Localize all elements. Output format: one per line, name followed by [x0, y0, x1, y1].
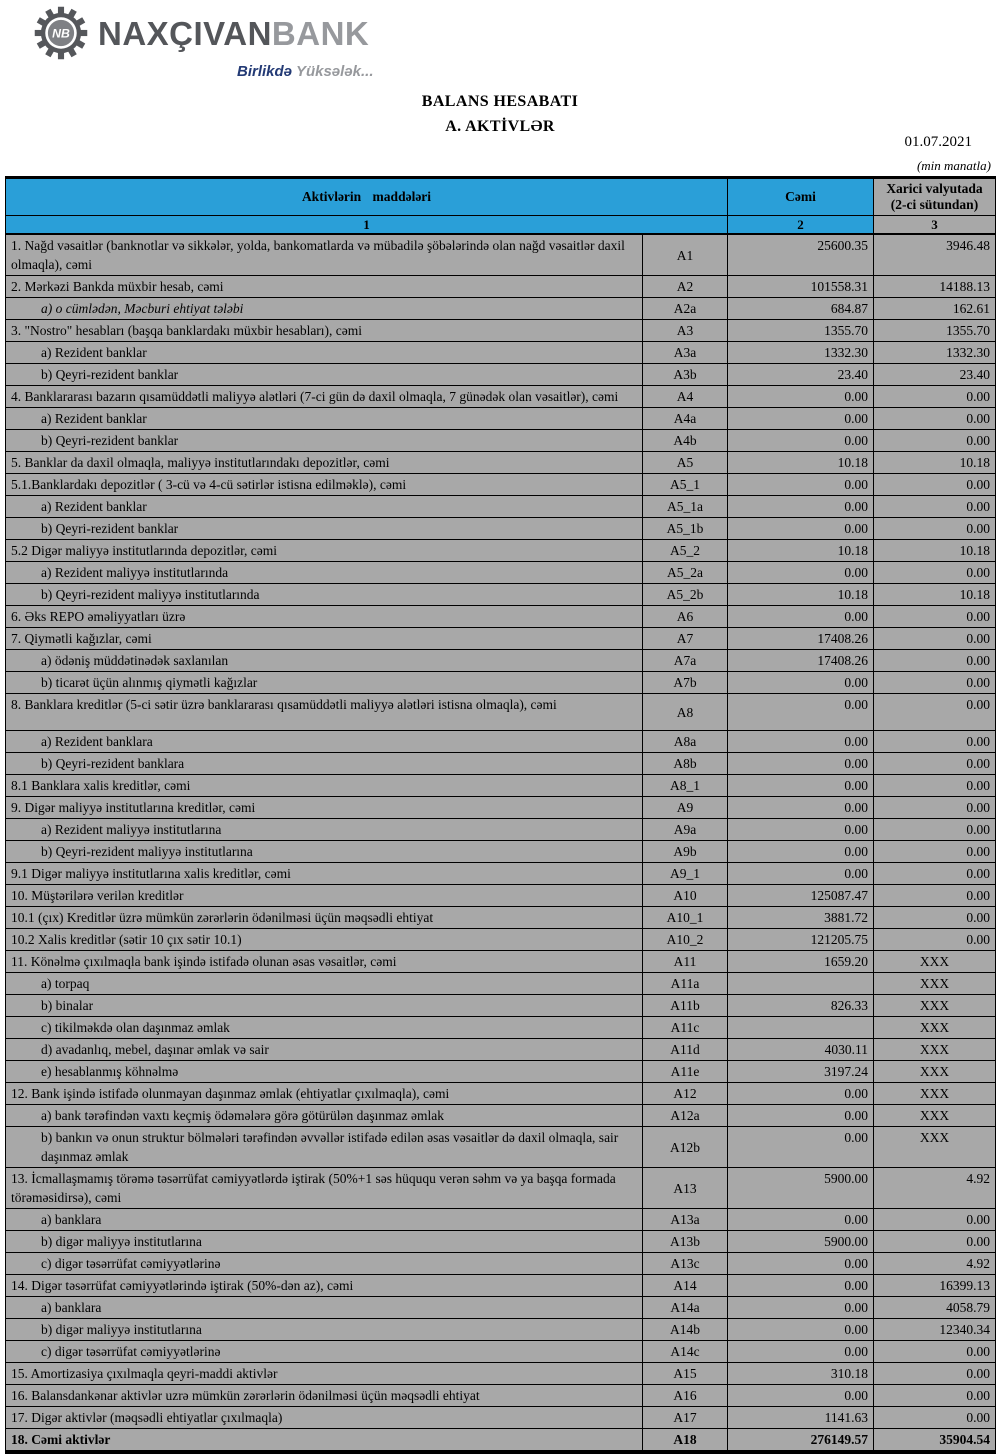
row-code: A12b [643, 1127, 728, 1168]
col-header-total: Cəmi [728, 178, 874, 216]
table-row [6, 364, 996, 386]
table-row [6, 1319, 996, 1341]
row-foreign-value: 162.61 [874, 298, 996, 320]
row-code: A2 [643, 276, 728, 298]
row-code: A8a [643, 731, 728, 753]
row-code: A14b [643, 1319, 728, 1341]
row-total-value: 310.18 [728, 1363, 874, 1385]
row-label: 5. Banklar da daxil olmaqla, maliyyə institutlarındakı depozitlər, cəmi [6, 452, 643, 474]
report-date: 01.07.2021 [904, 134, 972, 150]
row-foreign-value: 0.00 [874, 430, 996, 452]
row-label: 2. Mərkəzi Bankda müxbir hesab, cəmi [6, 276, 643, 298]
row-total-value: 10.18 [728, 540, 874, 562]
row-code: A14c [643, 1341, 728, 1363]
table-row [6, 1253, 996, 1275]
row-total-value: 17408.26 [728, 628, 874, 650]
row-total-value: 125087.47 [728, 885, 874, 907]
column-number-row [6, 216, 996, 235]
row-foreign-value: 0.00 [874, 819, 996, 841]
row-foreign-value: 10.18 [874, 584, 996, 606]
row-total-value: 3881.72 [728, 907, 874, 929]
col-number-2: 2 [728, 216, 874, 235]
row-total-value: 0.00 [728, 1275, 874, 1297]
row-total-value: 0.00 [728, 496, 874, 518]
row-code: A10_2 [643, 929, 728, 951]
row-total-value: 0.00 [728, 819, 874, 841]
row-foreign-value: XXX [874, 951, 996, 973]
row-code: A5 [643, 452, 728, 474]
row-label: b) Qeyri-rezident maliyyə institutlarına [6, 841, 643, 863]
row-foreign-value: 0.00 [874, 496, 996, 518]
report-header [0, 0, 1000, 176]
row-foreign-value: XXX [874, 995, 996, 1017]
row-label: b) Qeyri-rezident banklar [6, 430, 643, 452]
row-code: A7 [643, 628, 728, 650]
table-row [6, 885, 996, 907]
row-label: d) avadanlıq, mebel, daşınar əmlak və sair [6, 1039, 643, 1061]
row-total-value: 0.00 [728, 841, 874, 863]
row-foreign-value: XXX [874, 1061, 996, 1083]
row-label: b) digər maliyyə institutlarına [6, 1319, 643, 1341]
row-total-value: 0.00 [728, 797, 874, 819]
row-foreign-value: 0.00 [874, 1407, 996, 1429]
row-total-value: 0.00 [728, 474, 874, 496]
row-foreign-value: 0.00 [874, 1363, 996, 1385]
row-foreign-value: 10.18 [874, 452, 996, 474]
row-code: A5_1a [643, 496, 728, 518]
row-label: a) banklara [6, 1209, 643, 1231]
assets-table-body [6, 234, 996, 1452]
row-total-value: 826.33 [728, 995, 874, 1017]
table-row [6, 1385, 996, 1407]
table-row [6, 907, 996, 929]
row-foreign-value: 1332.30 [874, 342, 996, 364]
row-label: e) hesablanmış köhnəlmə [6, 1061, 643, 1083]
row-code: A10 [643, 885, 728, 907]
row-total-value: 5900.00 [728, 1168, 874, 1209]
row-label: 8. Banklara kreditlər (5-ci sətir üzrə banklararası qısamüddətli maliyyə alətləri istisna olmaqla), cəmi [6, 694, 643, 731]
row-label: a) bank tərəfindən vaxtı keçmiş ödəmələrə görə götürülən daşınmaz əmlak [6, 1105, 643, 1127]
row-label: b) Qeyri-rezident banklara [6, 753, 643, 775]
table-row [6, 1105, 996, 1127]
table-row [6, 1209, 996, 1231]
row-foreign-value: 23.40 [874, 364, 996, 386]
row-code: A1 [643, 234, 728, 276]
row-code: A13b [643, 1231, 728, 1253]
row-foreign-value: 16399.13 [874, 1275, 996, 1297]
table-row [6, 1017, 996, 1039]
row-foreign-value: 0.00 [874, 1385, 996, 1407]
row-label: 6. Əks REPO əməliyyatları üzrə [6, 606, 643, 628]
row-foreign-value: 0.00 [874, 386, 996, 408]
row-total-value: 23.40 [728, 364, 874, 386]
row-total-value [728, 1017, 874, 1039]
table-row [6, 1127, 996, 1168]
row-foreign-value: 14188.13 [874, 276, 996, 298]
row-label: a) torpaq [6, 973, 643, 995]
row-label: 14. Digər təsərrüfat cəmiyyətlərində iştirak (50%-dən az), cəmi [6, 1275, 643, 1297]
table-row [6, 775, 996, 797]
table-row [6, 234, 996, 276]
row-code: A5_2b [643, 584, 728, 606]
row-code: A13a [643, 1209, 728, 1231]
row-label: b) Qeyri-rezident banklar [6, 518, 643, 540]
row-total-value: 1355.70 [728, 320, 874, 342]
row-code: A14a [643, 1297, 728, 1319]
bank-monogram: NB [52, 26, 70, 41]
row-foreign-value: 0.00 [874, 841, 996, 863]
row-total-value [728, 973, 874, 995]
table-row [6, 1083, 996, 1105]
row-code: A7a [643, 650, 728, 672]
table-row [6, 298, 996, 320]
row-foreign-value: 12340.34 [874, 1319, 996, 1341]
row-foreign-value: 4.92 [874, 1253, 996, 1275]
row-total-value: 0.00 [728, 430, 874, 452]
row-label: b) binalar [6, 995, 643, 1017]
row-code: A16 [643, 1385, 728, 1407]
row-total-value: 0.00 [728, 518, 874, 540]
table-row [6, 276, 996, 298]
row-code: A4b [643, 430, 728, 452]
row-label: 13. İcmallaşmamış törəmə təsərrüfat cəmiyyətlərdə iştirak (50%+1 səs hüququ verən səhm və ya başqa formada törəməsidirsə), cəmi [6, 1168, 643, 1209]
table-row [6, 841, 996, 863]
table-row [6, 386, 996, 408]
row-code: A2a [643, 298, 728, 320]
row-foreign-value: 4.92 [874, 1168, 996, 1209]
row-code: A13c [643, 1253, 728, 1275]
row-total-value: 0.00 [728, 753, 874, 775]
row-foreign-value: 0.00 [874, 775, 996, 797]
row-label: 9.1 Digər maliyyə institutlarına xalis kreditlər, cəmi [6, 863, 643, 885]
tagline-primary: Birlikdə [237, 63, 293, 80]
table-row [6, 1407, 996, 1429]
col-header-items: Aktivlərin maddələri [6, 178, 728, 216]
bank-name-primary: NAXÇIVAN [98, 14, 272, 52]
table-row [6, 973, 996, 995]
row-code: A15 [643, 1363, 728, 1385]
row-code: A5_2a [643, 562, 728, 584]
bank-gear-icon [33, 5, 89, 61]
row-foreign-value: 0.00 [874, 753, 996, 775]
table-row [6, 1275, 996, 1297]
row-code: A18 [643, 1429, 728, 1453]
table-row [6, 1429, 996, 1453]
row-foreign-value: 0.00 [874, 694, 996, 731]
row-total-value: 0.00 [728, 386, 874, 408]
row-foreign-value: XXX [874, 1039, 996, 1061]
table-row [6, 562, 996, 584]
row-label: c) tikilməkdə olan daşınmaz əmlak [6, 1017, 643, 1039]
row-code: A11d [643, 1039, 728, 1061]
row-foreign-value: 0.00 [874, 863, 996, 885]
table-row [6, 1363, 996, 1385]
row-total-value: 0.00 [728, 863, 874, 885]
row-code: A6 [643, 606, 728, 628]
row-code: A3a [643, 342, 728, 364]
row-foreign-value: 0.00 [874, 606, 996, 628]
row-foreign-value: 0.00 [874, 1209, 996, 1231]
row-total-value: 0.00 [728, 1385, 874, 1407]
row-total-value: 25600.35 [728, 234, 874, 276]
row-code: A5_2 [643, 540, 728, 562]
report-subtitle: A. AKTİVLƏR [445, 118, 555, 135]
row-label: 10. Müştərilərə verilən kreditlər [6, 885, 643, 907]
col-header-foreign: Xarici valyutada (2-ci sütundan) [874, 178, 996, 216]
row-label: c) digər təsərrüfat cəmiyyətlərinə [6, 1253, 643, 1275]
row-label: a) Rezident maliyyə institutlarında [6, 562, 643, 584]
table-row [6, 496, 996, 518]
row-label: a) Rezident banklar [6, 408, 643, 430]
row-label: a) Rezident maliyyə institutlarına [6, 819, 643, 841]
row-foreign-value: XXX [874, 1127, 996, 1168]
row-code: A12 [643, 1083, 728, 1105]
table-row [6, 1231, 996, 1253]
row-total-value: 0.00 [728, 1341, 874, 1363]
row-label: 10.1 (çıx) Kreditlər üzrə mümkün zərərlərin ödənilməsi üçün məqsədli ehtiyat [6, 907, 643, 929]
row-total-value: 4030.11 [728, 1039, 874, 1061]
row-label: 11. Könəlmə çıxılmaqla bank işində istifadə olunan əsas vəsaitlər, cəmi [6, 951, 643, 973]
table-row [6, 731, 996, 753]
row-total-value: 121205.75 [728, 929, 874, 951]
row-total-value: 0.00 [728, 672, 874, 694]
row-label: 3. "Nostro" hesabları (başqa banklardakı müxbir hesabları), cəmi [6, 320, 643, 342]
table-row [6, 1297, 996, 1319]
table-row [6, 452, 996, 474]
table-header-row [6, 178, 996, 216]
row-total-value: 0.00 [728, 1253, 874, 1275]
col-number-1: 1 [6, 216, 728, 235]
row-label: 4. Banklararası bazarın qısamüddətli maliyyə alətləri (7-ci gün də daxil olmaqla, 7 günədək olan vəsaitlər), cəmi [6, 386, 643, 408]
row-total-value: 0.00 [728, 606, 874, 628]
row-foreign-value: 0.00 [874, 408, 996, 430]
table-row [6, 584, 996, 606]
table-row [6, 628, 996, 650]
table-row [6, 430, 996, 452]
row-label: b) digər maliyyə institutlarına [6, 1231, 643, 1253]
row-label: 10.2 Xalis kreditlər (sətir 10 çıx sətir 10.1) [6, 929, 643, 951]
row-foreign-value: 0.00 [874, 1341, 996, 1363]
row-total-value: 1141.63 [728, 1407, 874, 1429]
row-total-value: 1332.30 [728, 342, 874, 364]
table-row [6, 694, 996, 731]
table-row [6, 753, 996, 775]
row-foreign-value: 0.00 [874, 1231, 996, 1253]
row-foreign-value: 4058.79 [874, 1297, 996, 1319]
row-label: a) Rezident banklara [6, 731, 643, 753]
row-label: b) Qeyri-rezident maliyyə institutlarında [6, 584, 643, 606]
row-total-value: 276149.57 [728, 1429, 874, 1453]
row-foreign-value: 0.00 [874, 562, 996, 584]
row-total-value: 0.00 [728, 775, 874, 797]
table-row [6, 342, 996, 364]
row-foreign-value: XXX [874, 973, 996, 995]
row-total-value: 0.00 [728, 1083, 874, 1105]
row-label: b) ticarət üçün alınmış qiymətli kağızlar [6, 672, 643, 694]
row-total-value: 3197.24 [728, 1061, 874, 1083]
row-total-value: 1659.20 [728, 951, 874, 973]
row-total-value: 10.18 [728, 584, 874, 606]
table-row [6, 863, 996, 885]
row-foreign-value: 0.00 [874, 628, 996, 650]
row-foreign-value: 3946.48 [874, 234, 996, 276]
report-title: BALANS HESABATI [421, 93, 579, 110]
row-code: A8_1 [643, 775, 728, 797]
row-code: A7b [643, 672, 728, 694]
row-code: A9 [643, 797, 728, 819]
row-foreign-value: 1355.70 [874, 320, 996, 342]
row-code: A9a [643, 819, 728, 841]
table-row [6, 951, 996, 973]
row-label: 15. Amortizasiya çıxılmaqla qeyri-maddi aktivlər [6, 1363, 643, 1385]
row-total-value: 0.00 [728, 731, 874, 753]
row-label: 16. Balansdankənar aktivlər uzrə mümkün zərərlərin ödənilməsi üçün məqsədli ehtiyat [6, 1385, 643, 1407]
table-row [6, 320, 996, 342]
row-foreign-value: 0.00 [874, 672, 996, 694]
row-code: A5_1b [643, 518, 728, 540]
unit-note: (min manatla) [916, 158, 991, 173]
row-code: A9b [643, 841, 728, 863]
row-total-value: 0.00 [728, 694, 874, 731]
row-foreign-value: XXX [874, 1083, 996, 1105]
bank-logo [33, 5, 369, 61]
row-label: a) o cümlədən, Məcburi ehtiyat tələbi [6, 298, 643, 320]
row-total-value: 0.00 [728, 1209, 874, 1231]
row-code: A17 [643, 1407, 728, 1429]
report-title-block [0, 89, 1000, 139]
row-code: A8 [643, 694, 728, 731]
table-row [6, 797, 996, 819]
table-row [6, 1039, 996, 1061]
row-code: A11b [643, 995, 728, 1017]
row-code: A12a [643, 1105, 728, 1127]
row-total-value: 0.00 [728, 1319, 874, 1341]
table-row [6, 540, 996, 562]
row-code: A11 [643, 951, 728, 973]
row-code: A4a [643, 408, 728, 430]
row-total-value: 17408.26 [728, 650, 874, 672]
row-label: a) Rezident banklar [6, 342, 643, 364]
table-row [6, 650, 996, 672]
bank-name-secondary: BANK [271, 14, 370, 52]
row-foreign-value: 0.00 [874, 797, 996, 819]
row-total-value: 10.18 [728, 452, 874, 474]
tagline-secondary: Yüksələk... [295, 63, 374, 80]
row-foreign-value: 0.00 [874, 731, 996, 753]
row-foreign-value: 35904.54 [874, 1429, 996, 1453]
row-foreign-value: 0.00 [874, 885, 996, 907]
assets-table [5, 176, 996, 1454]
row-label: a) banklara [6, 1297, 643, 1319]
row-foreign-value: 0.00 [874, 474, 996, 496]
row-code: A9_1 [643, 863, 728, 885]
bank-wordmark [98, 14, 370, 52]
row-label: 7. Qiymətli kağızlar, cəmi [6, 628, 643, 650]
row-code: A14 [643, 1275, 728, 1297]
row-label: a) ödəniş müddətinədək saxlanılan [6, 650, 643, 672]
table-row [6, 474, 996, 496]
row-code: A10_1 [643, 907, 728, 929]
table-row [6, 929, 996, 951]
row-foreign-value: 0.00 [874, 907, 996, 929]
row-foreign-value: 0.00 [874, 650, 996, 672]
table-row [6, 995, 996, 1017]
row-total-value: 0.00 [728, 562, 874, 584]
table-row [6, 672, 996, 694]
table-row [6, 606, 996, 628]
row-code: A5_1 [643, 474, 728, 496]
row-label: 8.1 Banklara xalis kreditlər, cəmi [6, 775, 643, 797]
row-total-value: 0.00 [728, 1105, 874, 1127]
row-label: 17. Digər aktivlər (məqsədli ehtiyatlar çıxılmaqla) [6, 1407, 643, 1429]
row-label: 1. Nağd vəsaitlər (banknotlar və sikkələr, yolda, bankomatlarda və mübadilə şöbələrində olan nağd vəsaitlər daxil olmaqla), cəmi [6, 234, 643, 276]
row-code: A3b [643, 364, 728, 386]
table-row [6, 819, 996, 841]
row-code: A3 [643, 320, 728, 342]
row-code: A13 [643, 1168, 728, 1209]
table-row [6, 1168, 996, 1209]
table-row [6, 518, 996, 540]
row-label: 5.2 Digər maliyyə institutlarında depozitlər, cəmi [6, 540, 643, 562]
row-label: a) Rezident banklar [6, 496, 643, 518]
row-total-value: 0.00 [728, 1297, 874, 1319]
row-code: A4 [643, 386, 728, 408]
row-foreign-value: 0.00 [874, 518, 996, 540]
row-label: 9. Digər maliyyə institutlarına kreditlər, cəmi [6, 797, 643, 819]
table-row [6, 408, 996, 430]
row-total-value: 0.00 [728, 1127, 874, 1168]
row-code: A11c [643, 1017, 728, 1039]
row-foreign-value: 0.00 [874, 929, 996, 951]
row-total-value: 101558.31 [728, 276, 874, 298]
row-label: b) bankın və onun struktur bölmələri tərəfindən əvvəllər istifadə edilən əsas vəsaitlər də daxil olmaqla, sair daşınmaz əmlak [6, 1127, 643, 1168]
row-code: A11a [643, 973, 728, 995]
row-label: 12. Bank işində istifadə olunmayan daşınmaz əmlak (ehtiyatlar çıxılmaqla), cəmi [6, 1083, 643, 1105]
row-code: A11e [643, 1061, 728, 1083]
row-foreign-value: XXX [874, 1017, 996, 1039]
row-foreign-value: 10.18 [874, 540, 996, 562]
table-row [6, 1341, 996, 1363]
row-total-value: 5900.00 [728, 1231, 874, 1253]
col-number-3: 3 [874, 216, 996, 235]
row-total-value: 684.87 [728, 298, 874, 320]
table-row [6, 1061, 996, 1083]
row-label: b) Qeyri-rezident banklar [6, 364, 643, 386]
row-label: c) digər təsərrüfat cəmiyyətlərinə [6, 1341, 643, 1363]
row-foreign-value: XXX [874, 1105, 996, 1127]
row-total-value: 0.00 [728, 408, 874, 430]
row-label: 5.1.Banklardakı depozitlər ( 3-cü və 4-cü sətirlər istisna edilməklə), cəmi [6, 474, 643, 496]
row-code: A8b [643, 753, 728, 775]
row-label: 18. Cəmi aktivlər [6, 1429, 643, 1453]
bank-tagline [237, 63, 374, 80]
